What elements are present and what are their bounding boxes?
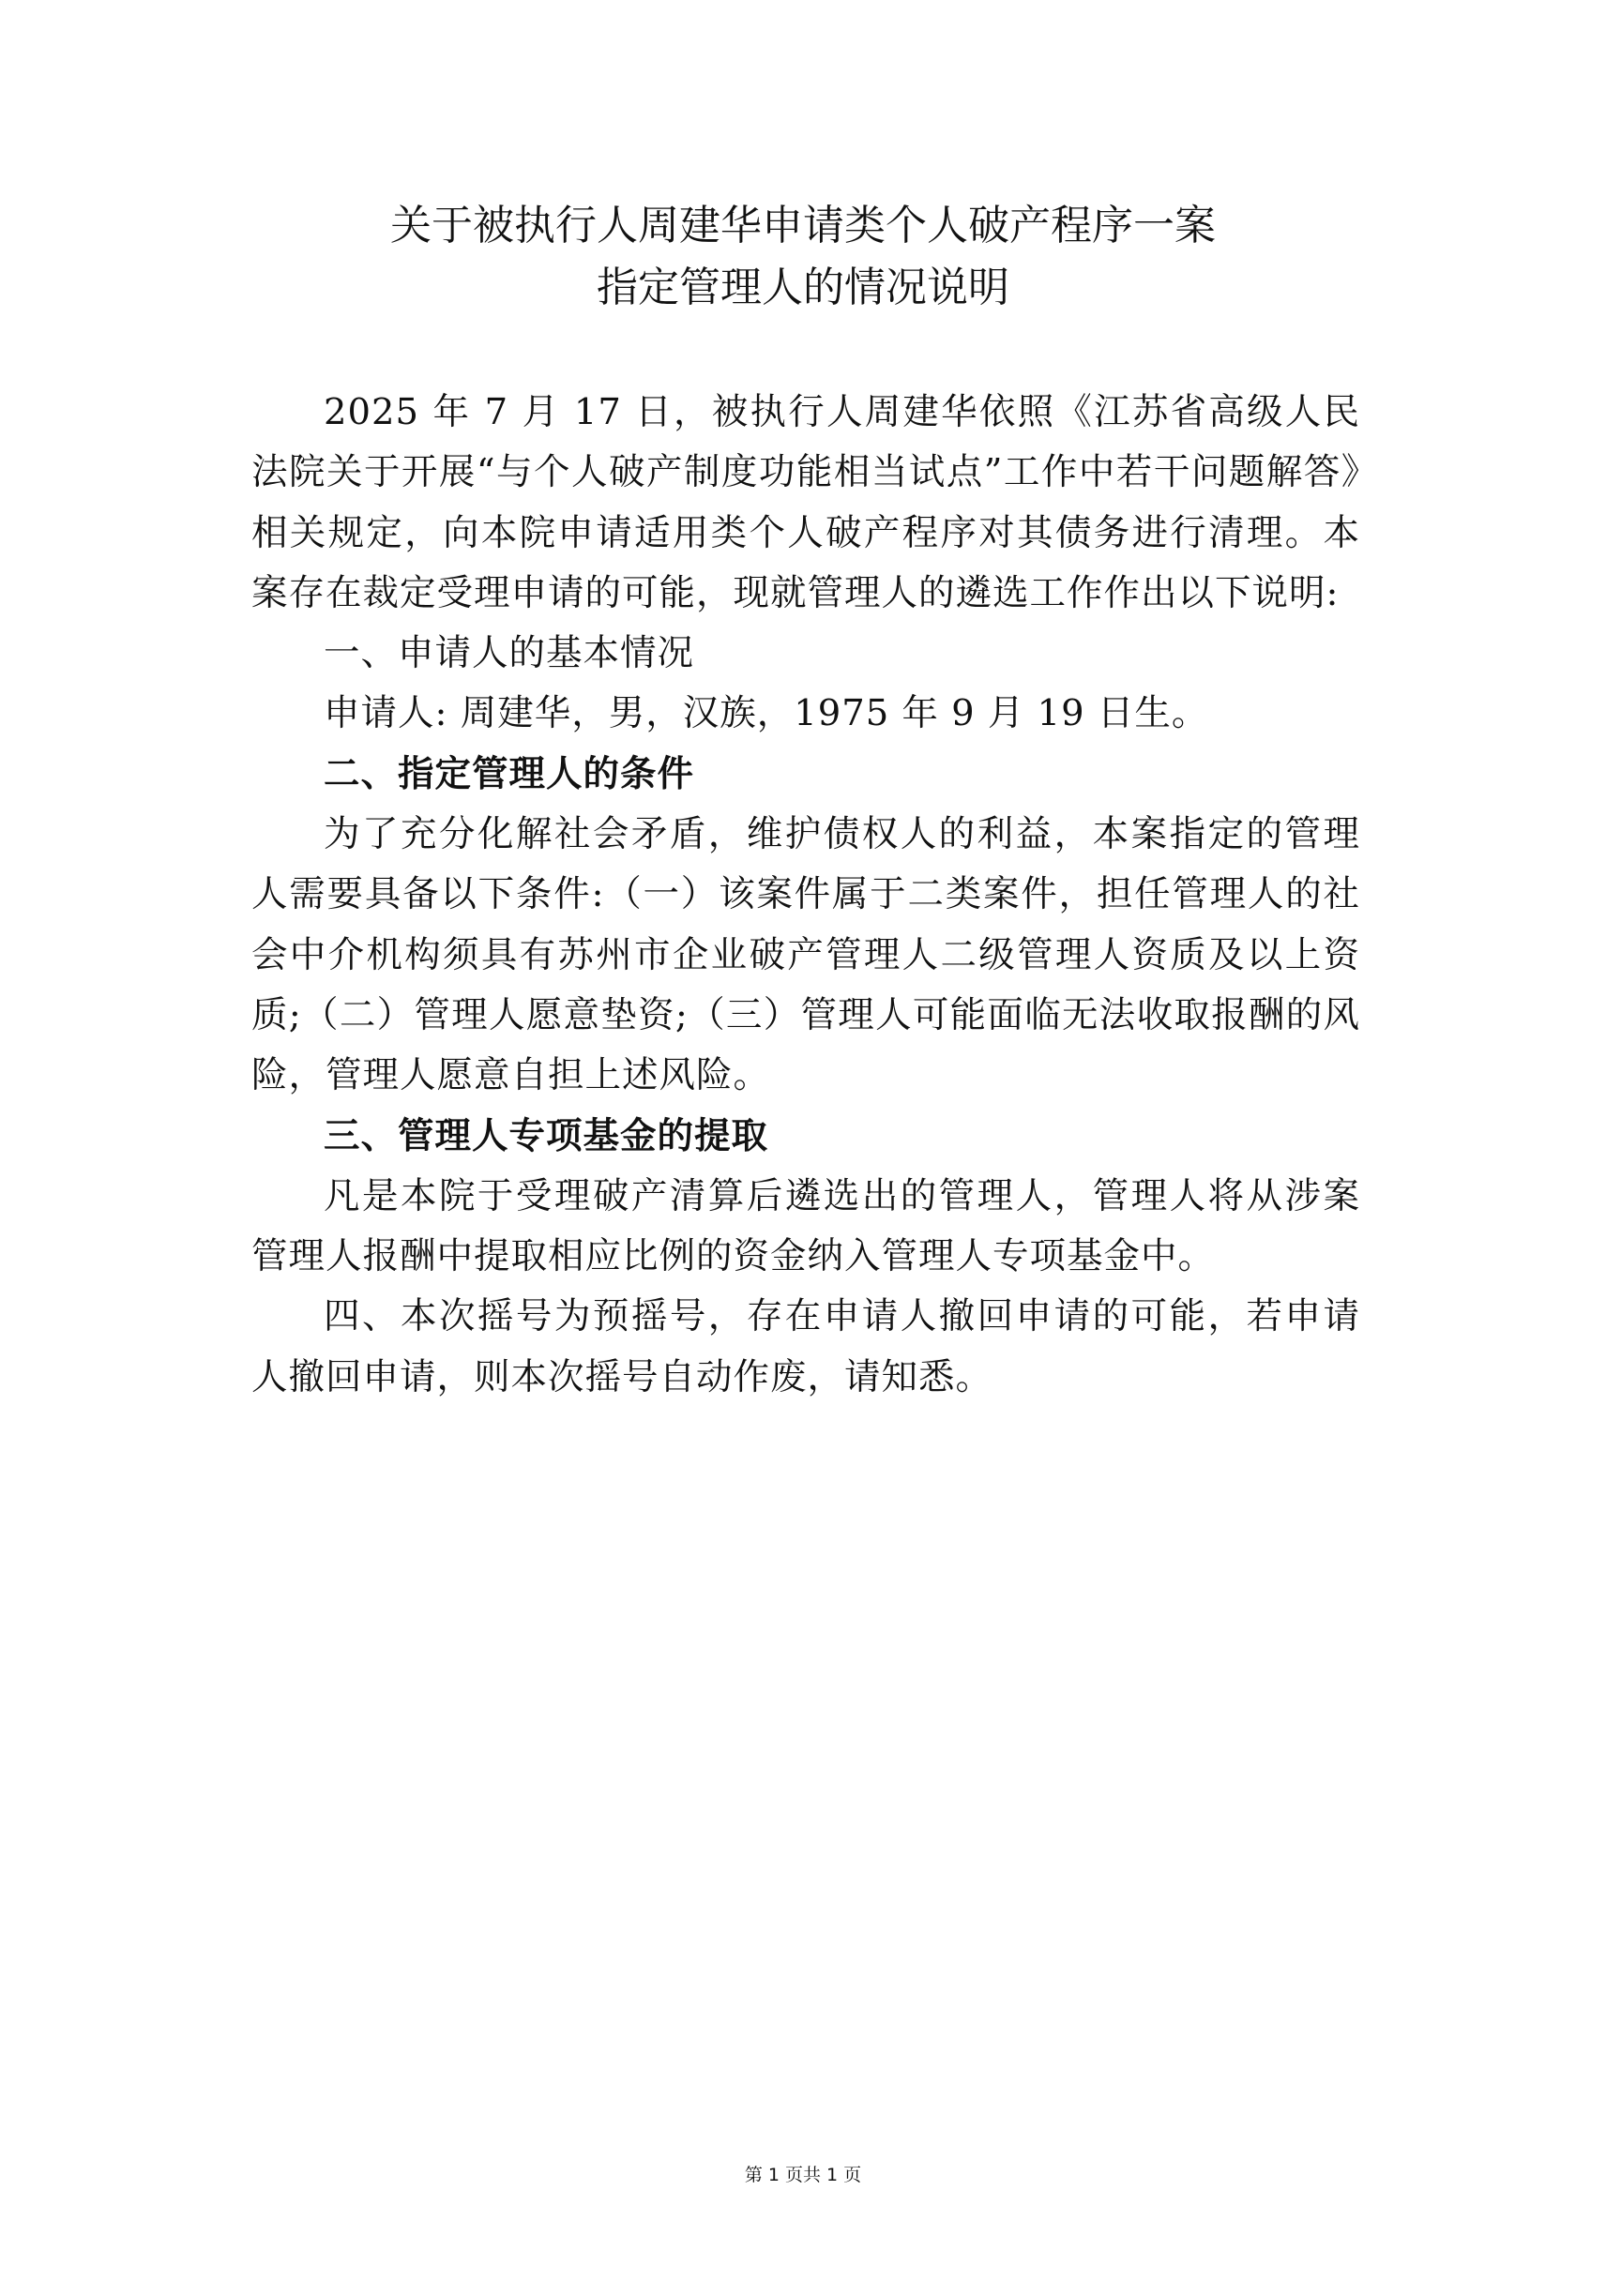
section-3-body: 凡是本院于受理破产清算后遴选出的管理人，管理人将从涉案管理人报酬中提取相应比例的资金纳入管理人专项基金中。 [251,1174,1360,1278]
intro-paragraph: 2025 年 7 月 17 日，被执行人周建华依照《江苏省高级人民法院关于开展“与个人破产制度功能相当试点”工作中若干问题解答》相关规定，向本院申请适用类个人破产程序对其债务进行清理。本案存在裁定受理申请的可能，现就管理人的遴选工作作出以下说明: [251,391,1360,614]
section-2-body: 为了充分化解社会矛盾，维护债权人的利益，本案指定的管理人需要具备以下条件:（一）该案件属于二类案件，担任管理人的社会中介机构须具有苏州市企业破产管理人二级管理人资质及以上资质;（二）管理人愿意垫资;（三）管理人可能面临无法收取报酬的风险，管理人愿意自担上述风险。 [251,813,1360,1097]
section-1-body: 申请人: 周建华，男，汉族，1975 年 9 月 19 日生。 [324,692,1209,735]
section-3-heading: 三、管理人专项基金的提取 [324,1114,769,1157]
document-title-line-2: 指定管理人的情况说明 [597,264,1009,311]
page-footer: 第 1 页共 1 页 [744,2165,862,2185]
section-2-heading: 二、指定管理人的条件 [324,752,695,795]
section-1-heading: 一、申请人的基本情况 [324,632,695,675]
document-body [251,383,1360,1408]
section-4-body: 四、本次摇号为预摇号，存在申请人撤回申请的可能，若申请人撤回申请，则本次摇号自动作废，请知悉。 [251,1295,1360,1398]
document-title-line-1: 关于被执行人周建华申请类个人破产程序一案 [390,202,1216,249]
